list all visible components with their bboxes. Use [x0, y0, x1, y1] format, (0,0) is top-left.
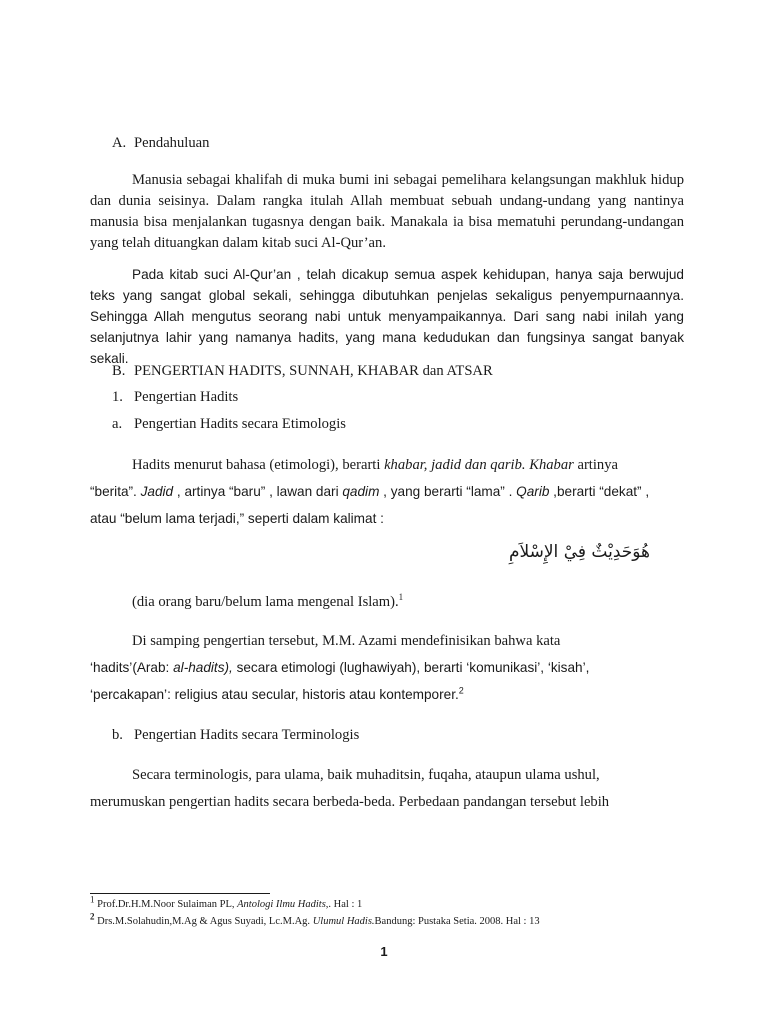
footnote-2-text: Drs.M.Solahudin,M.Ag & Agus Suyadi, Lc.M.Ag. [94, 916, 313, 927]
section-b-label: B. [112, 363, 126, 379]
etymology-line-1 [132, 455, 618, 475]
intro-paragraph-2 [90, 264, 684, 369]
footnote-1-mark: 1 [90, 894, 95, 905]
subsection-a-label: a. [112, 416, 123, 432]
subsection-1-title: Pengertian Hadits [134, 389, 239, 405]
footnote-1-title: Antologi Ilmu Hadits, [237, 899, 329, 910]
azami-text: ‘hadits’(Arab: [90, 660, 174, 675]
page-number: 1 [380, 944, 388, 959]
azami-text: secara etimologi (lughawiyah), berarti ‘komunikasi’, ‘kisah’, [232, 660, 590, 675]
section-a-label: A. [112, 135, 127, 151]
subsection-1-label: 1. [112, 389, 123, 405]
footnote-2-title: Ulumul Hadis. [312, 916, 375, 927]
term-al-hadits: al-hadits), [173, 660, 233, 675]
etymology-line-2 [90, 482, 649, 502]
arabic-translation [132, 592, 403, 612]
term-qarib: Qarib [516, 484, 550, 499]
footnote-ref-1[interactable]: 1 [398, 592, 404, 603]
azami-line-3 [90, 685, 464, 705]
azami-line-1: Di samping pengertian tersebut, M.M. Azami mendefinisikan bahwa kata [132, 633, 561, 649]
section-b-heading [112, 361, 493, 381]
etymology-text: , yang berarti “lama” . [379, 484, 517, 499]
etymology-text: ,berarti “dekat” , [549, 484, 650, 499]
etymology-text: “berita”. [90, 484, 141, 499]
footnote-1-text: . Hal : 1 [328, 899, 363, 910]
arabic-phrase: هُوَحَدِيْثٌ فِيْ الإِسْلاَمِ [508, 542, 650, 562]
term-jadid: Jadid [140, 484, 174, 499]
etymology-text: Hadits menurut bahasa (etimologi), berarti [132, 457, 385, 473]
subsection-b-label: b. [112, 727, 123, 743]
etymology-text: , artinya “baru” , lawan dari [173, 484, 343, 499]
terminology-line-2: merumuskan pengertian hadits secara berbeda-beda. Perbedaan pandangan tersebut lebih [90, 794, 610, 810]
subsection-1-heading [112, 387, 238, 407]
etymology-line-3: atau “belum lama terjadi,” seperti dalam kalimat : [90, 511, 384, 526]
subsection-b-title: Pengertian Hadits secara Terminologis [134, 727, 360, 743]
intro-paragraph-1: Manusia sebagai khalifah di muka bumi ini sebagai pemelihara kelangsungan makhluk hidup dan dunia seisinya. Dalam rangka itulah Allah membuat sebuah undang-undang yang nantinya manusia bisa menjalankan tugasnya dengan baik. Manakala ia bisa mematuhi perundang-undangan yang telah dituangkan dalam kitab suci Al-Qur’an. [90, 172, 684, 251]
azami-text: ‘percakapan’: religius atau secular, historis atau kontemporer. [90, 687, 459, 702]
intro-paragraph-2-text: Pada kitab suci Al-Qur’an , telah dicakup semua aspek kehidupan, hanya saja berwujud teks yang sangat global sekali, sehingga dibutuhkan penjelas sekaligus penyempurnaannya. Sehingga Allah mengutus seorang nabi untuk menyampaikannya. Dari sang nabi inilah yang selanjutnya lahir yang namanya hadits, yang mana kedudukan dan fungsinya sangat banyak sekali. [90, 267, 684, 366]
translation-text: (dia orang baru/belum lama mengenal Islam). [132, 594, 399, 610]
terminology-line-1: Secara terminologis, para ulama, baik muhaditsin, fuqaha, ataupun ulama ushul, [132, 767, 600, 783]
footnote-2 [90, 911, 540, 929]
footnote-2-mark: 2 [90, 911, 95, 922]
footnote-separator [90, 893, 270, 894]
section-b-title: PENGERTIAN HADITS, SUNNAH, KHABAR dan ATSAR [134, 363, 493, 379]
section-a-title: Pendahuluan [134, 135, 210, 151]
subsection-a-heading [112, 414, 346, 434]
etymology-italic-terms: khabar, jadid dan qarib. Khabar [384, 457, 574, 473]
footnote-1-text: Prof.Dr.H.M.Noor Sulaiman PL, [94, 899, 238, 910]
section-a-heading [112, 133, 209, 153]
term-qadim: qadim [342, 484, 380, 499]
footnote-2-text: Bandung: Pustaka Setia. 2008. Hal : 13 [374, 916, 540, 927]
azami-line-2 [90, 658, 589, 678]
footnote-1 [90, 894, 363, 912]
subsection-b-heading [112, 725, 359, 745]
subsection-a-title: Pengertian Hadits secara Etimologis [134, 416, 346, 432]
etymology-text: artinya [573, 457, 618, 473]
footnote-ref-2[interactable]: 2 [458, 685, 464, 696]
